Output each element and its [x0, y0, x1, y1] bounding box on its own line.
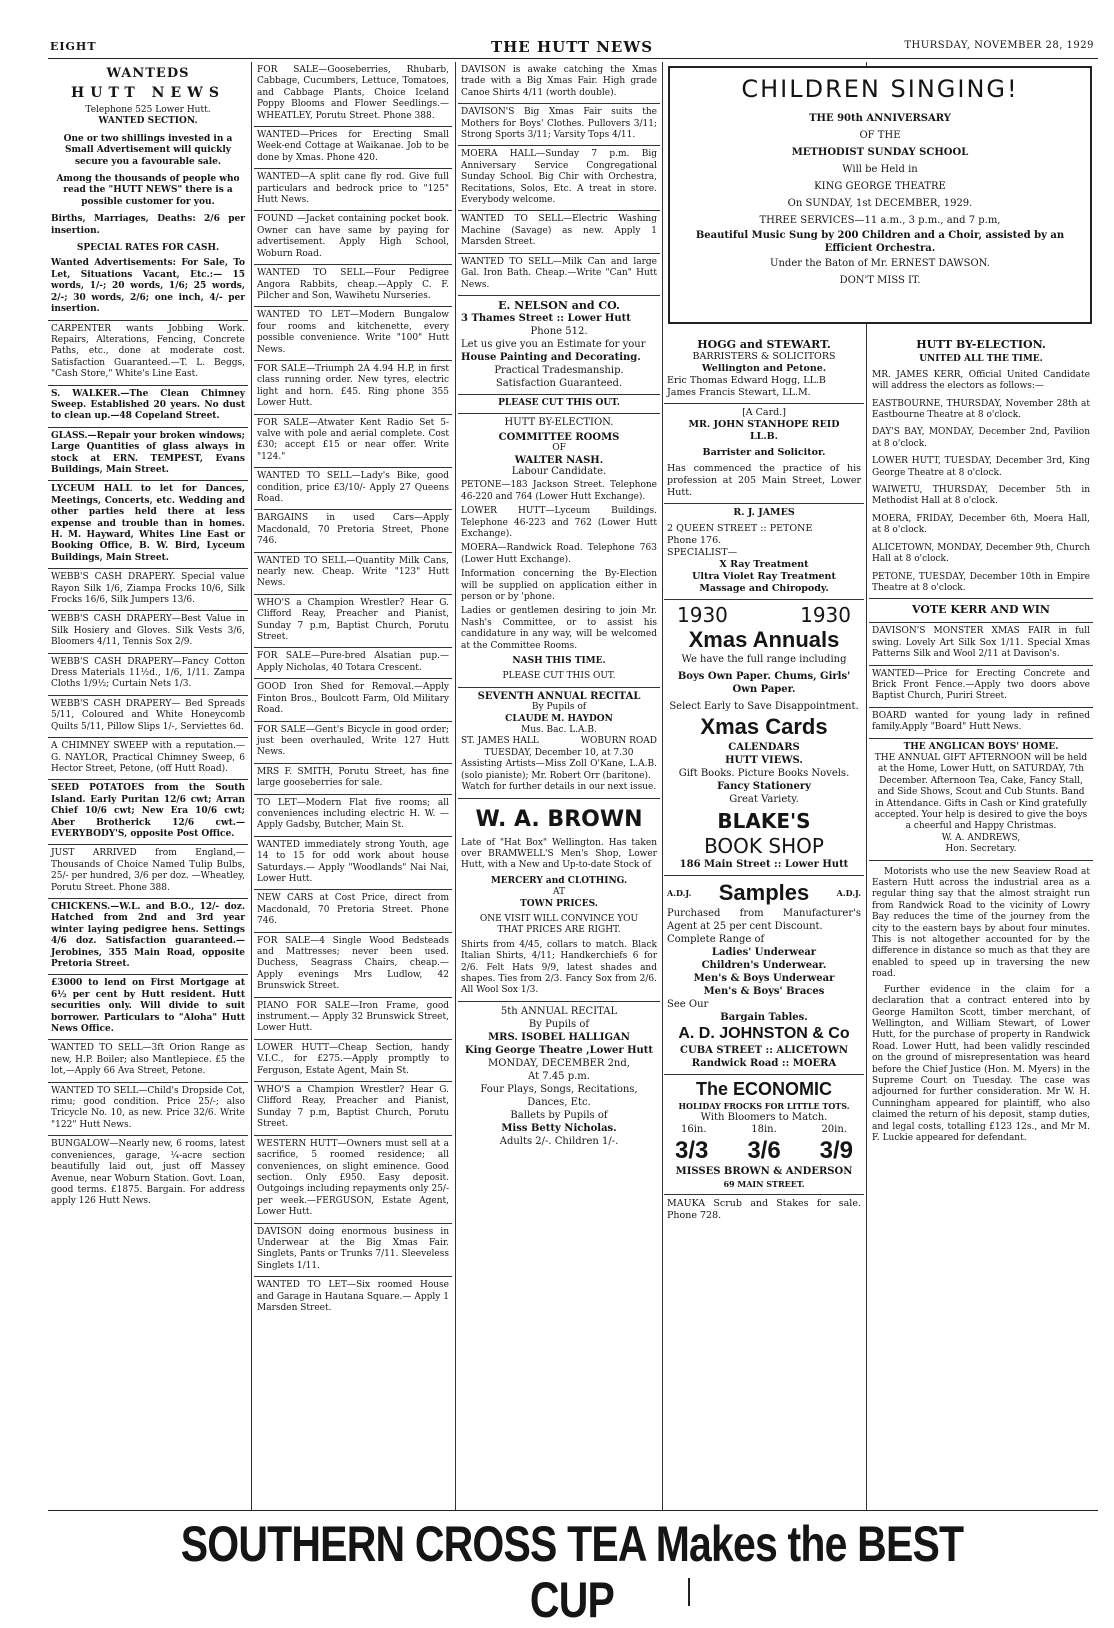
cut-out-note: PLEASE CUT THIS OUT. [502, 671, 616, 682]
classified-ad: PIANO FOR SALE—Iron Frame, good instrument.— Apply 32 Brunswick Street, Lower Hutt. [254, 998, 452, 1040]
economic-sub: HOLIDAY FROCKS FOR LITTLE TOTS. [678, 1101, 850, 1111]
wanteds-title: WANTEDS [106, 66, 190, 81]
meeting: EASTBOURNE, THURSDAY, November 28th at Eastbourne Theatre at 8 o'clock. [872, 398, 1090, 421]
news-item: Further evidence in the claim for a declaration that a contract entered into by George Hamilton Scott, timber merchant, of Wellington, and William Stewart, of Lower Hutt, for the purchase of property in Randwick Road. Lower Hutt, had been validly rescinded on the ground of misrepresentation was heard before the Chief Justice (Hon. M. Myers) in the Supreme Court on Tuesday. The case was adjourned for further consideration. Mr W. H. Cunningham appeared for plaintiff, who also claimed the return of his deposit, stamp duties, and legal costs, totalling £123 12s., and Mr M. F. Luckie appeared for defendant. [872, 984, 1090, 1143]
blakes-name: BLAKE'S [717, 809, 811, 833]
adj-tag: A.D.J. [667, 887, 692, 898]
full-range: We have the full range including [681, 654, 847, 665]
kerr-election-ad [869, 336, 1093, 599]
economic-address: 69 MAIN STREET. [723, 1179, 805, 1189]
column-5 [869, 336, 1093, 1510]
reid-degree: LL.B. [749, 431, 778, 442]
page-header [50, 38, 1094, 56]
column-rule [455, 62, 456, 1510]
children-singing-ad [668, 66, 1092, 324]
singing-title: CHILDREN SINGING! [741, 75, 1019, 103]
classified-ad: DAVISON'S MONSTER XMAS FAIR in full swing. Lovely Art Silk Sox 1/11. Special Xmas Patterns Silk and Wool 2/11 at Davison's. [869, 623, 1093, 665]
boys-home-sign: W. A. ANDREWS, [941, 832, 1021, 843]
classified-ad: SEED POTATOES from the South Island. Early Puritan 12/6 cwt; Arran Chief 10/6 cwt; New Era 10/6 cwt; Aber Brotherick 12/6 cwt.— EVERYBODY'S, opposite Post Office. [48, 780, 248, 845]
nelson-line: House Painting and Decorating. [461, 351, 641, 363]
classified-ad: JUST ARRIVED from England,— Thousands of Choice Named Tulip Bulbs, 25/- per hundred, 3/6 per doz. —Wheatley, Porutu Street. Phone 388. [48, 845, 248, 899]
hogg-title: HOGG and STEWART. [697, 338, 831, 351]
election-title: HUTT BY-ELECTION. [504, 417, 614, 429]
column-1 [48, 62, 248, 1510]
committee-rooms: COMMITTEE ROOMS [498, 431, 620, 443]
james-service: X Ray Treatment [719, 559, 809, 570]
classified-ad: FOR SALE—Gooseberries, Rhubarb, Cabbage, Cucumbers, Lettuce, Tomatoes, and Cabbage Plants, Choice Iceland Poppy Blooms and Flower Seedlings.—WHEATLEY, Porutu Street. Phone 388. [254, 62, 452, 127]
classified-ad: WANTED immediately strong Youth, age 14 to 15 for odd work about house Saturdays.— Apply "Woodlands" Nai Nai, Lower Hutt. [254, 837, 452, 891]
classified-ad: FOR SALE—4 Single Wood Bedsteads and Mattresses; never been used. Duchess, Seagrass Chairs, cheap.— Apply evenings Mrs Ludlow, 42 Brunswick Street. [254, 933, 452, 998]
candidate-name: WALTER NASH. [514, 454, 604, 466]
johnston-ad [664, 876, 864, 1075]
recital-teacher: CLAUDE M. HAYDON [505, 713, 613, 724]
hogg-partner: James Francis Stewart, LL.M. [667, 387, 811, 398]
recital-road: WOBURN ROAD [580, 736, 657, 747]
nelson-line: Let us give you an Estimate for your [461, 338, 646, 350]
election-title: HUTT BY-ELECTION. [916, 338, 1046, 351]
economic-who: MISSES BROWN & ANDERSON [675, 1166, 853, 1177]
james-specialist: SPECIALIST— [667, 547, 738, 558]
johnston-name: A. D. JOHNSTON & Co [678, 1025, 850, 1042]
recital-ad [458, 688, 660, 799]
column-2 [254, 62, 452, 1510]
recital-title: SEVENTH ANNUAL RECITAL [477, 690, 641, 702]
classified-ad: NEW CARS at Cost Price, direct from Macdonald, 70 Pretoria Street. Phone 746. [254, 890, 452, 932]
halligan-date: MONDAY, DECEMBER 2nd, [488, 1057, 630, 1069]
reid-card: [A Card.] [742, 407, 786, 418]
halligan-title: 5th ANNUAL RECITAL [500, 1005, 618, 1017]
kerr-intro: MR. JAMES KERR, Official United Candidate will address the electors as follows:— [872, 369, 1090, 392]
singing-school: METHODIST SUNDAY SCHOOL [791, 147, 969, 158]
classified-ad: CARPENTER wants Jobbing Work. Repairs, Alterations, Fencing, Concrete Paths, etc., done at moderate cost. Satisfaction Guaranteed.—T. L. Beggs, "Cash Store," White's Line East. [48, 321, 248, 386]
johnston-item: Children's Underwear. [701, 960, 827, 971]
wanted-section: WANTED SECTION. [98, 116, 198, 127]
column-4 [664, 336, 864, 1510]
meeting: DAY'S BAY, MONDAY, December 2nd, Pavilion at 8 o'clock. [872, 427, 1090, 449]
halligan-prices: Adults 2/-. Children 1/-. [499, 1135, 619, 1147]
meeting: ALICETOWN, MONDAY, December 9th, Church Hall at 8 o'clock. [872, 542, 1090, 565]
classified-ad: WANTED TO LET—Modern Bungalow four rooms and kitchenette, every possible convenience. Write "100" Hutt News. [254, 307, 452, 361]
classified-ad: CHICKENS.—W.L. and B.O., 12/- doz. Hatched from 2nd and 3rd year winter laying pedigree hens. Settings 4/6 doz. Satisfaction guaranteed.— Jerobines, 355 Main Road, opposite Pretoria Street. [48, 899, 248, 975]
book-shop: BOOK SHOP [704, 834, 824, 858]
adj-tag: A.D.J. [836, 887, 861, 898]
candidate-party: Labour Candidate. [511, 465, 607, 477]
halligan-miss: Miss Betty Nicholas. [501, 1122, 617, 1134]
reid-card-ad [664, 404, 864, 504]
promo-2: Among the thousands of people who read the "HUTT NEWS" there is a possible customer for you. [56, 174, 240, 207]
price: 3/9 [819, 1137, 853, 1164]
meeting: WAIWETU, THURSDAY, December 5th in Methodist Hall at 8 o'clock. [872, 485, 1090, 507]
boys-own: Boys Own Paper. Chums, Girls' Own Paper. [677, 671, 851, 695]
johnston-address: CUBA STREET :: ALICETOWN [680, 1045, 848, 1056]
classified-ad: WHO'S a Champion Wrestler? Hear G. Clifford Reay, Preacher and Pianist, Sunday 7 p.m, Baptist Church, Porutu Street. [254, 1082, 452, 1136]
samples-title: Samples [718, 880, 810, 905]
brown-at: AT [552, 887, 565, 898]
classified-ad: DAVISON is awake catching the Xmas trade with a Big Xmas Fair. High grade Canoe Shirts 4/11 (worth double). [458, 62, 660, 104]
size-label: 16in. [681, 1124, 707, 1135]
news-item: Motorists who use the new Seaview Road at Eastern Hutt across the industrial area as a regular thing say that the almost straight run from Randwick Road to the vicinity of Lowry Bay reduces the time of the journey from the city to the eastern bays by about four minutes. This is not altogether accounted for by the difference in distance so much as that they are enabled to speed up in traversing the new road. [872, 866, 1090, 980]
classified-ad: WANTED TO LET—Six roomed House and Garage in Hautana Square.— Apply 1 Marsden Street. [257, 1280, 449, 1313]
johnston-purchased: Purchased from Manufacturer's Agent at 25 per cent Discount. [667, 908, 861, 932]
classified-ad: WANTED TO SELL—Electric Washing Machine (Savage) as new. Apply 1 Marsden Street. [458, 211, 660, 253]
singing-anniversary: THE 90th ANNIVERSARY [809, 113, 951, 124]
column-rule [662, 62, 663, 1510]
classified-ad: £3000 to lend on First Mortgage at 6½ per cent by Hutt resident. Hutt securities only. Will divide to suit borrower. Particulars to "Aloha" Hutt News Office. [48, 975, 248, 1040]
recital-artists: Assisting Artists—Miss Zoll O'Kane, L.A.B. (solo pianiste); Mr. Robert Orr (baritone). [461, 759, 657, 781]
halligan-items: Four Plays, Songs, Recitations, Dances, Etc. [480, 1083, 638, 1108]
hogg-role: BARRISTERS & SOLICITORS [692, 351, 836, 362]
brown-town: TOWN PRICES. [520, 898, 598, 909]
boys-home-body: THE ANNUAL GIFT AFTERNOON will be held at the Home, Lower Hutt, on SATURDAY, 7th December. Afternoon Tea, Cake, Fancy Stall, and Side Shows, Scout and Cub Stunts. Band in Attendance. Gifts in Cash or Kind gratefully accepted. Your help is desired to give the boys a cheerful and Happy Christmas. [874, 752, 1088, 832]
classified-ad: WANTED—Prices for Erecting Small Week-end Cottage at Waikanae. Job to be done by Xmas. Phone 420. [254, 127, 452, 169]
reid-body: Has commenced the practice of his profession at 205 Main Street, Lower Hutt. [667, 463, 861, 498]
classified-ad: BOARD wanted for young lady in refined family.Apply "Board" Hutt News. [869, 708, 1093, 739]
brown-name: W. A. BROWN [475, 806, 643, 832]
page-number: EIGHT [50, 40, 97, 53]
classified-ad: FOR SALE—Gent's Bicycle in good order; just been overhauled, Write 127 Hutt News. [254, 722, 452, 764]
select-early: Select Early to Save Disappointment. [669, 701, 859, 712]
year-label: 1930 [677, 603, 728, 627]
of-line: OF [552, 443, 566, 454]
johnston-range: Complete Range of [667, 934, 765, 945]
economic-ad [664, 1075, 864, 1195]
price: 3/3 [675, 1137, 709, 1164]
size-label: 20in. [821, 1124, 847, 1135]
classified-ad: WEBB'S CASH DRAPERY— Bed Spreads 5/11, Coloured and White Honeycomb Quilts 5/11, Pillow Slips 1/-, Serviettes 6d. [48, 696, 248, 738]
classified-ad: FOR SALE—Triumph 2A 4.94 H.P, in first class running order. New tyres, electric light and horn. £45. Ring phone 355 Lower Hutt. [254, 361, 452, 415]
classified-ad: FOR SALE—Atwater Kent Radio Set 5-valve with pole and aerial complete. Cost £30; accept £15 or near offer. Write "124." [254, 415, 452, 469]
singing-baton: Under the Baton of Mr. ERNEST DAWSON. [770, 258, 990, 269]
singing-dont-miss: DON'T MISS IT. [839, 275, 921, 286]
classified-ad: FOUND —Jacket containing pocket book. Owner can have same by paying for advertisement. Apply High School, Woburn Road. [254, 211, 452, 265]
classified-ad: DAVISON doing enormous business in Underwear at the Big Xmas Fair. Singlets, Pants or Trunks 7/11. Sleeveless Singlets 1/11. [254, 1224, 452, 1278]
room-petone: PETONE—183 Jackson Street. Telephone 46-220 and 764 (Lower Hutt Exchange). [461, 480, 657, 502]
james-phone: Phone 176. [667, 535, 722, 546]
classified-ad: MOERA HALL—Sunday 7 p.m. Big Anniversary Service Congregational Sunday School. Big Chir with Orchestra, Recitations, Solos, Etc. A treat in store. Everybody welcome. [458, 146, 660, 211]
column-rule [251, 62, 252, 1510]
room-moera: MOERA—Randwick Road. Telephone 763 (Lower Hutt Exchange). [461, 543, 657, 565]
johnston-item: Men's & Boys Underwear [693, 973, 835, 984]
recital-degree: Mus. Bac. L.A.B. [521, 725, 597, 736]
footer-rule [48, 1510, 1098, 1511]
nelson-line: Practical Tradesmanship. [494, 364, 624, 376]
classified-ad: WEBB'S CASH DRAPERY. Special value Rayon Silk 1/6, Ziampa Frocks 10/6, Silk Frocks 16/6, Silk Jumpers 13/6. [48, 569, 248, 611]
nelson-address: 3 Thames Street :: Lower Hutt [461, 312, 631, 324]
halligan-by: By Pupils of [528, 1018, 590, 1030]
classified-ad: GLASS.—Repair your broken windows; Large Quantities of glass always in stock at ERN. TEMPEST, Evans Buildings, Main Street. [48, 428, 248, 482]
james-service: Ultra Violet Ray Treatment [692, 571, 836, 582]
classified-ad: WANTED TO SELL—3ft Orion Range as new, H.P. Boiler; also Mantlepiece. £5 the lot,—Apply 66 Ava Street, Petone. [48, 1040, 248, 1082]
brown-details: Shirts from 4/45, collars to match. Black Italian Shirts, 4/11; Handkerchiefs 6 for 2/6. Felt Hats 9/9, latest shades and shapes. Ties from 2/3. Fancy Sox from 2/6. All Wool Sox 1/3. [461, 939, 657, 996]
fancy-stationery: Fancy Stationery [717, 781, 811, 792]
recital-by: By Pupils of [531, 702, 587, 713]
phone-line: Telephone 525 Lower Hutt. [85, 105, 211, 115]
nelson-ad [458, 296, 660, 395]
hutt-views: HUTT VIEWS. [725, 755, 803, 766]
wanteds-box [48, 62, 248, 321]
boys-home-ad [869, 739, 1093, 861]
hogg-where: Wellington and Petone. [701, 363, 827, 374]
classified-ad: WANTED TO SELL—Four Pedigree Angora Rabbits, cheap.—Apply C. F. Pilcher and Son, Wawihetu Nurseries. [254, 265, 452, 307]
recital-date: TUESDAY, December 10, at 7.30 [484, 747, 634, 758]
brown-visit: ONE VISIT WILL CONVINCE YOU [479, 913, 639, 924]
classified-ad: WANTED TO SELL—Lady's Bike, good condition, price £3/10/- Apply 27 Queens Road. [254, 468, 452, 510]
print-mark [688, 1578, 690, 1606]
james-ad [664, 504, 864, 600]
classified-ad: WANTED—Price for Erecting Concrete and Brick Front Fence.—Apply two doors above Baptist Church, Puriri Street. [869, 666, 1093, 708]
economic-title: The ECONOMIC [695, 1079, 832, 1099]
classified-ad: WESTERN HUTT—Owners must sell at a sacrifice, 5 roomed residence; all conveniences, on slight eminence. Good section. Only £950. Easy deposit. Outgoings including repayments only 25/- per week.—FERGUSON, Estate Agent, Lower Hutt. [254, 1136, 452, 1224]
issue-date: THURSDAY, NOVEMBER 28, 1929 [904, 40, 1094, 51]
halligan-time: At 7.45 p.m. [528, 1070, 590, 1082]
johnston-address: Randwick Road :: MOERA [691, 1058, 837, 1069]
singing-held: Will be Held in [842, 164, 918, 175]
economic-with: With Bloomers to Match. [700, 1112, 828, 1123]
classified-ad: WANTED TO SELL—Quantity Milk Cans, nearly new. Cheap. Write "123" Hutt News. [254, 553, 452, 595]
cut-out-note: PLEASE CUT THIS OUT. [458, 395, 660, 414]
johnston-item: Ladies' Underwear [711, 947, 817, 958]
boys-home-title: THE ANGLICAN BOYS' HOME. [903, 741, 1059, 752]
james-address: 2 QUEEN STREET :: PETONE [667, 523, 813, 534]
singing-theatre: KING GEORGE THEATRE [814, 181, 946, 192]
hogg-stewart-ad [664, 336, 864, 404]
united-line: UNITED ALL THE TIME. [919, 354, 1043, 365]
recital-watch: Watch for further details in our next issue. [461, 782, 657, 793]
classified-ad: FOR SALE—Pure-bred Alsatian pup.— Apply Nicholas, 40 Totara Crescent. [254, 648, 452, 679]
great-variety: Great Variety. [729, 794, 799, 805]
election-info: Information concerning the By-Election will be supplied on application either in person or by 'phone. [461, 569, 657, 602]
births-rate: Births, Marriages, Deaths: 2/6 per insertion. [51, 214, 245, 236]
xmas-annuals: Xmas Annuals [688, 627, 840, 652]
room-lower-hutt: LOWER HUTT—Lyceum Buildings. Telephone 46-223 and 762 (Lower Hutt Exchange). [461, 506, 657, 539]
blakes-address: 186 Main Street :: Lower Hutt [679, 859, 849, 870]
classified-ad: DAVISON'S Big Xmas Fair suits the Mothers for Boys' Clothes. Pullovers 3/11; Strong Sports 3/11; Varsity Tops 4/11. [458, 104, 660, 146]
classified-ad: WANTED TO SELL—Milk Can and large Gal. Iron Bath. Cheap.—Write "Can" Hutt News. [458, 254, 660, 296]
johnston-see: See Our [667, 999, 709, 1010]
classified-ad: WHO'S a Champion Wrestler? Hear G. Clifford Reay, Preacher and Pianist, Sunday 7 p.m, Baptist Church, Porutu Street. [254, 595, 452, 649]
classified-ad: GOOD Iron Shed for Removal.—Apply Finton Bros., Boulcott Farm, Old Military Road. [254, 679, 452, 721]
hogg-partner: Eric Thomas Edward Hogg, LL.B [667, 375, 826, 386]
classified-ad: S. WALKER.—The Clean Chimney Sweep. Established 20 years. No dust to clean up.—48 Copeland Street. [48, 386, 248, 428]
meeting: MOERA, FRIDAY, December 6th, Moera Hall, at 8 o'clock. [872, 513, 1090, 536]
paper-name: HUTT NEWS [71, 85, 225, 101]
singing-date: On SUNDAY, 1st DECEMBER, 1929. [787, 198, 973, 209]
brown-ad [458, 799, 660, 1002]
halligan-name: MRS. ISOBEL HALLIGAN [488, 1031, 630, 1043]
rates-text: Wanted Advertisements: For Sale, To Let, Situations Vacant, Etc.:— 15 words, 1/-; 20 words, 1/6; 25 words, 2/-; 30 words, 2/6; one inch, 4/- per insertion. [51, 258, 245, 315]
classified-ad: TO LET—Modern Flat five rooms; all conveniences including electric H. W. —Apply Gadsby, Butcher, Main St. [254, 795, 452, 837]
meeting: PETONE, TUESDAY, December 10th in Empire Theatre at 8 o'clock. [872, 571, 1090, 593]
blakes-book-shop-ad [664, 600, 864, 876]
singing-of: OF THE [859, 130, 901, 141]
halligan-recital-ad [458, 1002, 660, 1152]
gift-books: Gift Books. Picture Books Novels. [678, 768, 850, 779]
classified-ad: WANTED TO SELL—Child's Dropside Cot, rimu; good condition. Price 25/-; also Tricycle No. 10, as new. Price 32/6. Write "122" Hutt News. [48, 1083, 248, 1137]
boys-home-role: Hon. Secretary. [945, 844, 1017, 855]
promo-1: One or two shillings invested in a Small Advertisement will quickly secure you a favourable sale. [63, 133, 233, 167]
nelson-phone: Phone 512. [530, 325, 588, 337]
size-label: 18in. [751, 1124, 777, 1135]
classified-ad: LYCEUM HALL to let for Dances, Meetings, Concerts, etc. Wedding and other parties held there at less expense and trouble than in homes. H. M. Hayward, Whites Line East or Booking Office, B. W. Bird, Lyceum Buildings, Main Street. [48, 481, 248, 569]
reid-name: MR. JOHN STANHOPE REID [688, 419, 840, 430]
singing-music: Beautiful Music Sung by 200 Children and a Choir, assisted by an Efficient Orchestra. [695, 230, 1065, 254]
classified-ad: WANTED—A split cane fly rod. Give full particulars and bedrock price to "125" Hutt News. [254, 169, 452, 211]
classified-ad: LOWER HUTT—Cheap Section, handy V.I.C., for £275.—Apply promptly to Ferguson, Estate Agent, Main St. [254, 1040, 452, 1082]
classified-ad: MRS F. SMITH, Porutu Street, has fine large gooseberries for sale. [254, 764, 452, 795]
nash-election-ad [458, 414, 660, 688]
classified-ad: BUNGALOW—Nearly new, 6 rooms, latest conveniences, garage, ¼-acre section beautifully laid out, just off Massey Avenue, near Woburn Station. Govt. Loan, good terms. £1875. Bargain. For address apply 126 Hutt News. [51, 1139, 245, 1207]
election-ladies: Ladies or gentlemen desiring to join Mr. Nash's Committee, or to assist his candidature in any way, will be welcomed at the Committee Rooms. [461, 606, 657, 651]
johnston-tables: Bargain Tables. [720, 1012, 808, 1023]
james-name: R. J. JAMES [733, 507, 795, 518]
meeting: LOWER HUTT, TUESDAY, December 3rd, King George Theatre at 8 o'clock. [872, 456, 1090, 478]
nash-this-time: NASH THIS TIME. [512, 656, 606, 667]
calendars: CALENDARS [728, 742, 800, 753]
brown-prices: THAT PRICES ARE RIGHT. [497, 925, 621, 936]
vote-kerr: VOTE KERR AND WIN [869, 599, 1093, 623]
special-rates: SPECIAL RATES FOR CASH. [76, 243, 220, 254]
classified-ad: WEBB'S CASH DRAPERY—Best Value in Silk Hosiery and Gloves. Silk Vests 3/6, Bloomers 4/11, Tennis Sox 2/9. [48, 611, 248, 653]
southern-cross-tea-banner: SOUTHERN CROSS TEA Makes the BEST CUP [180, 1516, 964, 1628]
recital-hall: ST. JAMES HALL [461, 736, 539, 747]
halligan-venue: King George Theatre ,Lower Hutt [464, 1044, 654, 1056]
xmas-cards: Xmas Cards [700, 714, 828, 739]
year-label: 1930 [800, 603, 851, 627]
mauka-ad: MAUKA Scrub and Stakes for sale. Phone 728. [667, 1198, 861, 1221]
nelson-line: Satisfaction Guaranteed. [495, 377, 623, 389]
brown-body: Late of "Hat Box" Wellington. Has taken over BRAMWELL'S Men's Shop, Lower Hutt, with a New and Up-to-date Stock of [461, 837, 657, 871]
column-3 [458, 62, 660, 1510]
halligan-ballets: Ballets by Pupils of [510, 1109, 608, 1121]
header-rule [48, 58, 1098, 59]
johnston-item: Men's & Boys' Braces [703, 986, 825, 997]
classified-ad: BARGAINS in used Cars—Apply Macdonald, 70 Pretoria Street, Phone 746. [254, 510, 452, 552]
masthead: THE HUTT NEWS [490, 38, 654, 56]
singing-services: THREE SERVICES—11 a.m., 3 p.m., and 7 p.m, [759, 215, 1001, 226]
reid-role: Barrister and Solicitor. [702, 447, 826, 458]
nelson-name: E. NELSON and CO. [498, 298, 620, 312]
classified-ad: WEBB'S CASH DRAPERY—Fancy Cotton Dress Materials 11½d., 1/6, 1/11. Zampa Cloths 1/9½; Curtain Nets 1/3. [48, 654, 248, 696]
james-service: Massage and Chiropody. [699, 583, 829, 594]
price: 3/6 [747, 1137, 781, 1164]
brown-mercery: MERCERY and CLOTHING. [490, 875, 628, 886]
classified-ad: A CHIMNEY SWEEP with a reputation.—G. NAYLOR, Practical Chimney Sweep, 6 Hector Street, Petone, (off Hutt Road). [48, 738, 248, 780]
